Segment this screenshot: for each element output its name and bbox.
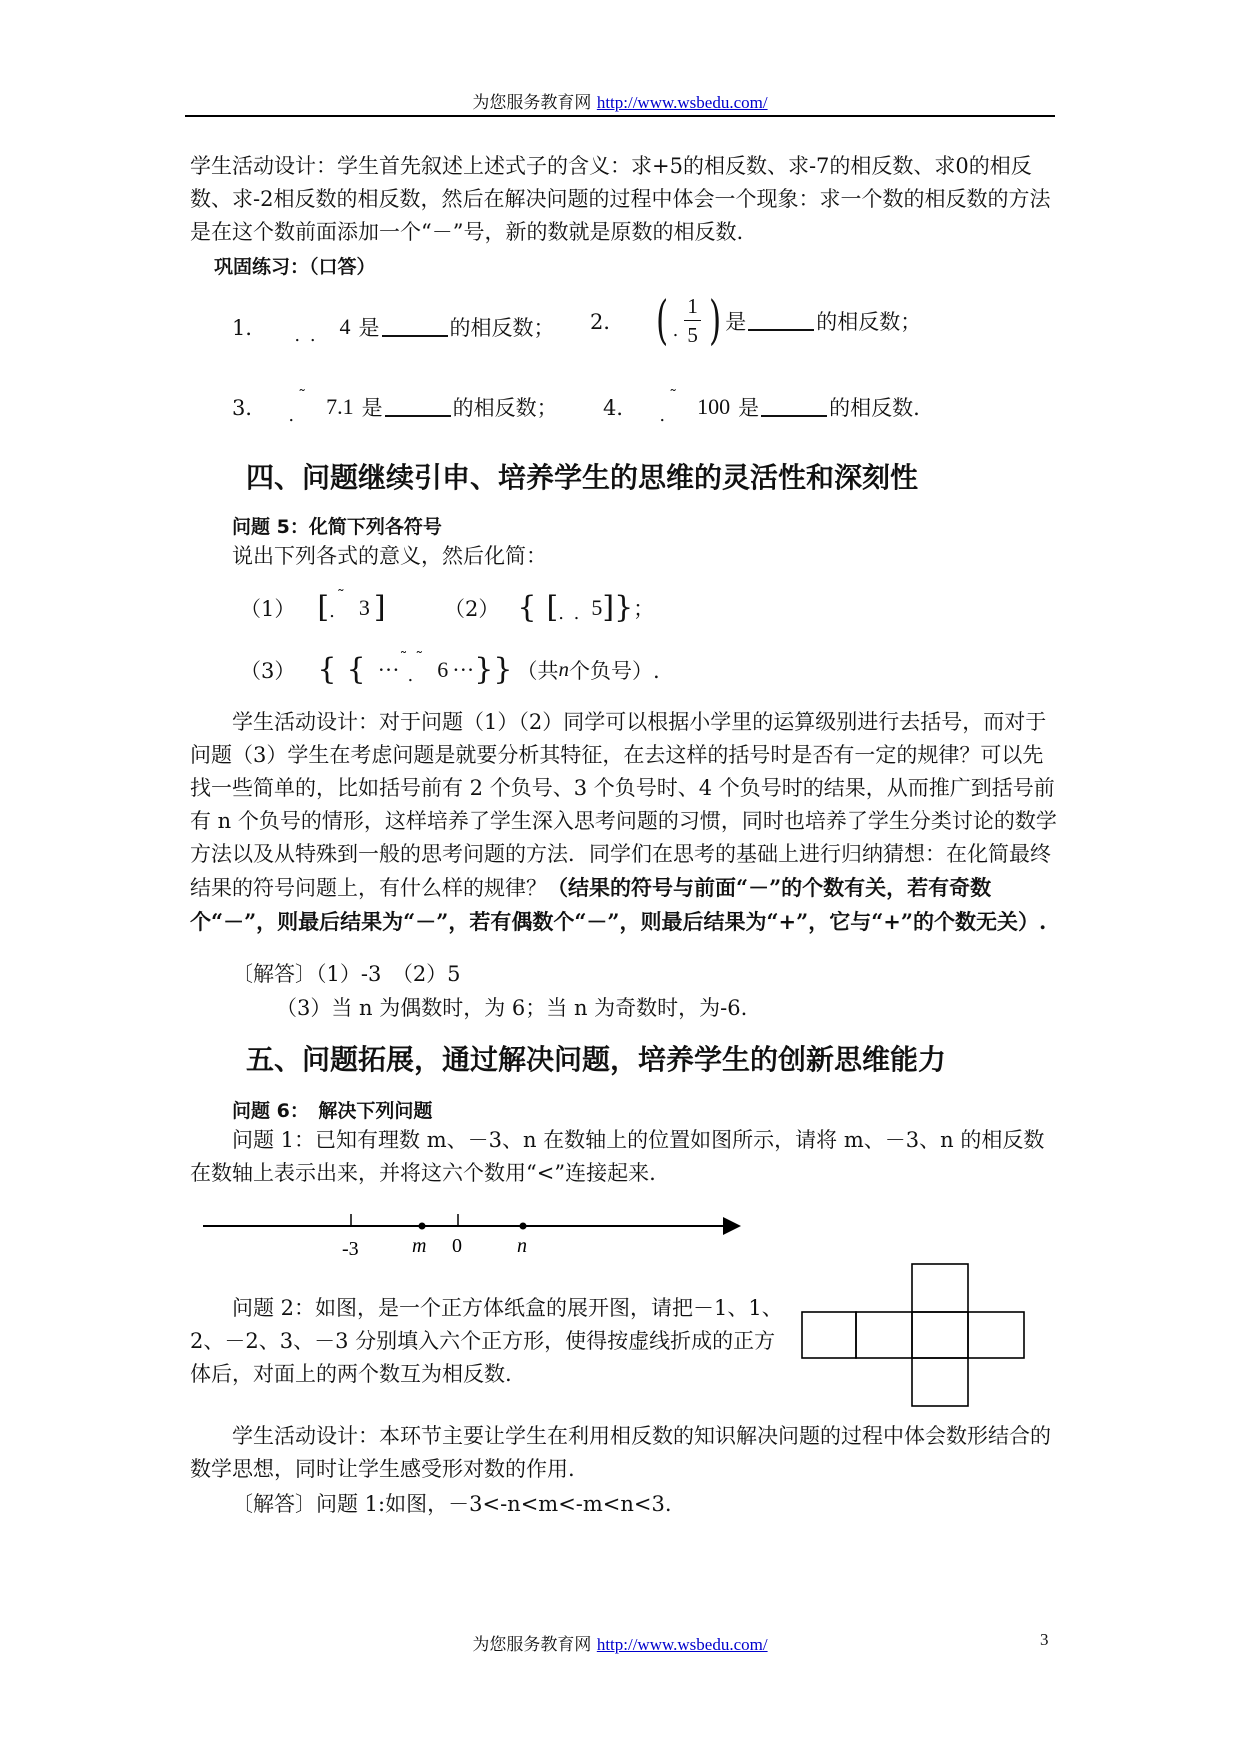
cube-net-figure [800,1260,1032,1410]
right-paren: ) [708,290,722,351]
footer-link[interactable]: http://www.wsbedu.com/ [596,1635,768,1654]
activity-bold-text: （结果的符号与前面“－”的个数有关，若有奇数个“－”，则最后结果为“－”，若有偶数个“－”，则最后结果为“+”，它与“+”的个数无关）. [190,875,1047,934]
question-6-title: 问题 6： 解决下列问题 [232,1100,433,1122]
label-n: n [517,1235,527,1257]
fraction-numerator: 1 [684,292,701,321]
minus-placeholder: . [329,601,337,622]
answer-blank[interactable] [761,397,827,417]
activity-paragraph-1 [190,706,1060,939]
page-header [185,88,1055,113]
right-brace-outer: } [493,652,513,687]
header-link[interactable]: http://www.wsbedu.com/ [596,93,768,112]
number-line-arrow [723,1217,741,1235]
cube-face [968,1312,1024,1358]
minus-placeholder: . [407,665,416,686]
expression-2 [444,590,654,625]
cube-face [912,1312,968,1358]
item-rest: 的相反数. [829,396,920,420]
answer-line-1: 〔解答〕（1）-3 （2）5 [232,962,461,986]
expr-value: 6 [437,656,449,682]
problem-2-text: 问题 2：如图，是一个正方体纸盒的展开图，请把－1、1、2、－2、3、－3 分别填入六个正方形，使得按虚线折成的正方体后，对面上的两个数互为相反数. [190,1296,783,1386]
tilde-mark: ˜ [415,648,424,667]
item-is: 是 [725,309,747,334]
left-brace: { [517,590,537,625]
activity-text: 学生活动设计：对于问题（1）（2）同学可以根据小学里的运算级别进行去括号，而对于问题（3）学生在考虑问题是就要分析其特征，在去这样的括号时是否有一定的规律？可以先找一些简单的，比如括号前有 2 个负号、3 个负号时、4 个负号时的结果，从而推广到括号前有 n 个负号的情形，这样培养了学生深入思考问题的习惯，同时也培养了学生分类讨论的数学方法以及从特殊到一般的思考问题的方法．同学们在思考的基础上进行归纳猜想：在化简最终结果的符号问题上，有什么样的规律？ [190,710,1057,900]
ellipsis: ··· [377,656,400,682]
minus-placeholder: . [659,404,668,426]
answer-line-2: （3）当 n 为偶数时，为 6；当 n 为奇数时，为-6. [276,996,748,1020]
problem-1-text: 问题 1：已知有理数 m、－3、n 在数轴上的位置如图所示，请将 m、－3、n 的相反数在数轴上表示出来，并将这六个数用“<”连接起来. [190,1128,1045,1185]
question-5-title: 问题 5：化简下列各符号 [232,516,442,538]
practice-item-4 [603,385,920,426]
item-value: 7.1 [326,394,354,419]
item-rest: 的相反数； [449,316,555,340]
expr-index: （2） [444,596,500,621]
practice-item-1 [232,312,555,346]
answer-blank[interactable] [385,397,451,417]
answer-blank[interactable] [748,311,814,331]
expr-value: 5 [591,594,603,620]
item-index: 1． [232,316,267,340]
minus-placeholder: . . [294,324,318,346]
expression-1 [240,586,386,625]
practice-item-3 [232,385,558,426]
practice-title: 巩固练习：（口答） [214,256,376,278]
minus-placeholder: . [672,320,681,341]
expr-index: （1） [240,596,296,621]
header-divider [185,115,1055,117]
cube-face-top [912,1264,968,1312]
intro-paragraph: 学生活动设计：学生首先叙述上述式子的含义：求+5的相反数、求-7的相反数、求0的相反数、求-2相反数的相反数，然后在解决问题的过程中体会一个现象：求一个数的相反数的方法是在这个数前面添加一个“－”号，新的数就是原数的相反数. [190,154,1051,244]
expression-3 [240,648,660,687]
right-brace: } [474,652,494,687]
cube-face-bottom [912,1358,968,1406]
practice-item-2 [590,292,921,349]
item-index: 3． [232,396,267,420]
right-bracket: ] [602,590,615,625]
point-m [419,1223,426,1230]
section-4-heading: 四、问题继续引申、培养学生的思维的灵活性和深刻性 [246,461,919,494]
label-zero: 0 [452,1235,462,1257]
right-bracket: ] [373,590,386,625]
cube-face [802,1312,856,1358]
note-n: n [558,657,569,681]
item-is: 是 [361,396,383,420]
item-is: 是 [738,396,760,420]
expr-index: （3） [240,658,296,683]
page-footer [185,1630,1055,1655]
left-brace: { [317,652,337,687]
ellipsis: ··· [452,656,475,682]
item-rest: 的相反数； [452,396,558,420]
question-5-intro: 说出下列各式的意义，然后化简： [232,544,547,568]
minus-placeholder: . [288,404,297,426]
item-value: 4 [339,314,351,339]
label-m: m [412,1235,427,1257]
note-close: 个负号）. [568,658,660,683]
cube-face [856,1312,912,1358]
item-is: 是 [358,316,380,340]
tilde-mark: ˜ [298,385,307,405]
note-open: （共 [516,658,559,683]
section-5-heading: 五、问题拓展，通过解决问题，培养学生的创新思维能力 [246,1043,947,1076]
left-brace-inner: { [346,652,366,687]
tilde-mark: ˜ [669,385,678,405]
page-number: 3 [1040,1630,1049,1649]
number-line-figure [195,1200,745,1280]
answer-problem-1: 〔解答〕问题 1:如图，－3<-n<m<-m<n<3. [232,1492,672,1516]
left-bracket: [ [546,590,559,625]
tilde-mark: ˜ [399,648,408,667]
activity-paragraph-2: 学生活动设计：本环节主要让学生在利用相反数的知识解决问题的过程中体会数形结合的数学思想，同时让学生感受形对数的作用. [190,1424,1051,1481]
expr-end: ； [633,596,655,621]
answer-blank[interactable] [382,317,448,337]
expr-value: 3 [358,594,370,620]
fraction-denominator: 5 [687,323,698,347]
footer-site: 为您服务教育网 [472,1635,592,1655]
item-index: 2． [590,309,625,334]
tilde-mark: ˜ [336,586,345,605]
right-brace: } [614,590,634,625]
fraction [684,292,701,349]
header-site: 为您服务教育网 [472,93,592,113]
point-n [520,1223,527,1230]
label-neg3: -3 [342,1238,359,1260]
item-value: 100 [697,394,731,419]
item-rest: 的相反数； [816,309,922,334]
left-bracket: [ [317,590,330,625]
left-paren: ( [656,290,669,351]
minus-placeholder: . . [558,603,582,624]
item-index: 4． [603,396,638,420]
